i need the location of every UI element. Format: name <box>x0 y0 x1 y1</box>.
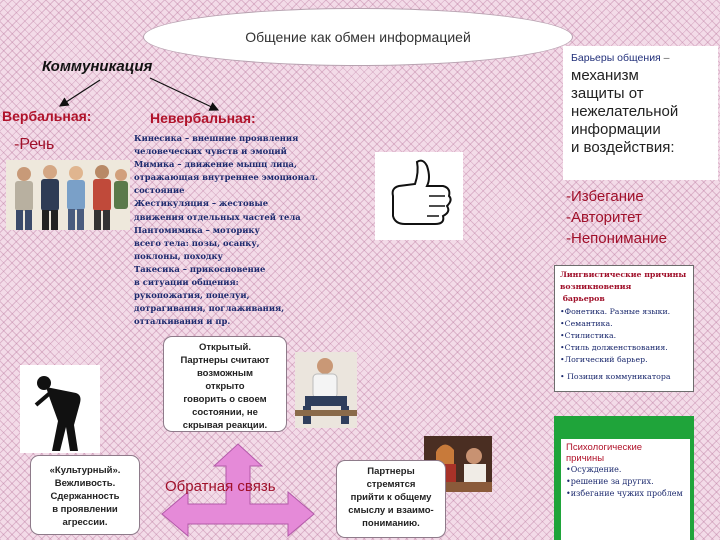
psychological-item: •Осуждение. <box>566 465 622 474</box>
thumbs-up-icon <box>375 152 463 240</box>
linguistic-item: •Фонетика. Разные языки. <box>560 306 671 316</box>
bowing-man-photo <box>20 365 100 453</box>
psychological-title: Психологические причины <box>566 442 643 464</box>
sitting-man-photo <box>295 352 357 428</box>
psychological-causes-box <box>554 416 694 540</box>
nonverbal-description: Кинесика – внешние проявления человеческих чувств и эмоций Мимика – движение мышц лица, отражающая внутреннее эмоционал. состояние Жестикуляция – жестовые движения отдельных частей тела Пантомимика – моторику всего тела: позы, осанку, поклоны, походку Такесика – прикосновение в ситуации общения: рукопожатия, поцелуи, дотрагивания, поглаживания, отталкивания и пр. <box>134 133 318 327</box>
cultured-type-callout: «Культурный». Вежливость. Сдержанность в проявлении агрессии. <box>30 455 140 535</box>
barriers-box <box>563 46 718 180</box>
arrow-to-verbal <box>60 80 100 106</box>
linguistic-causes-box <box>554 265 694 392</box>
communication-label: Коммуникация <box>42 58 153 75</box>
barrier-item: -Авторитет <box>566 209 642 226</box>
barriers-definition: механизм защиты от нежелательной информации и воздействия: <box>571 67 679 156</box>
linguistic-item: •Стилистика. <box>560 331 617 341</box>
linguistic-item: •Логический барьер. <box>560 355 648 365</box>
linguistic-item: • Позиция коммуникатора <box>560 371 671 381</box>
linguistic-item: •Стиль долженствования. <box>560 343 668 353</box>
psychological-item: •решение за других. <box>566 477 654 486</box>
partners-callout: Партнеры стремятся прийти к общему смыслу и взаимо- пониманию. <box>336 460 446 538</box>
arrow-to-nonverbal <box>150 78 218 110</box>
psychological-content <box>561 439 690 540</box>
barrier-item: -Избегание <box>566 188 644 205</box>
linguistic-item: •Семантика. <box>560 318 613 328</box>
psychological-item: •избегание чужих проблем <box>566 489 683 498</box>
barrier-item: -Непонимание <box>566 230 667 247</box>
barrier-list <box>566 186 667 249</box>
students-photo <box>6 160 130 230</box>
page-title: Общение как обмен информацией <box>245 29 471 45</box>
open-type-callout: Открытый. Партнеры считают возможным открыто говорить о своем состоянии, не скрывая реакции. <box>163 336 287 432</box>
nonverbal-title: Невербальная: <box>150 110 256 126</box>
linguistic-title: Лингвистические причины возникновения барьеров <box>560 270 687 304</box>
speech-label: -Речь <box>14 136 55 153</box>
barriers-heading: Барьеры общения – <box>571 52 670 64</box>
verbal-title: Вербальная: <box>2 108 92 124</box>
feedback-label: Обратная связь <box>165 478 276 495</box>
